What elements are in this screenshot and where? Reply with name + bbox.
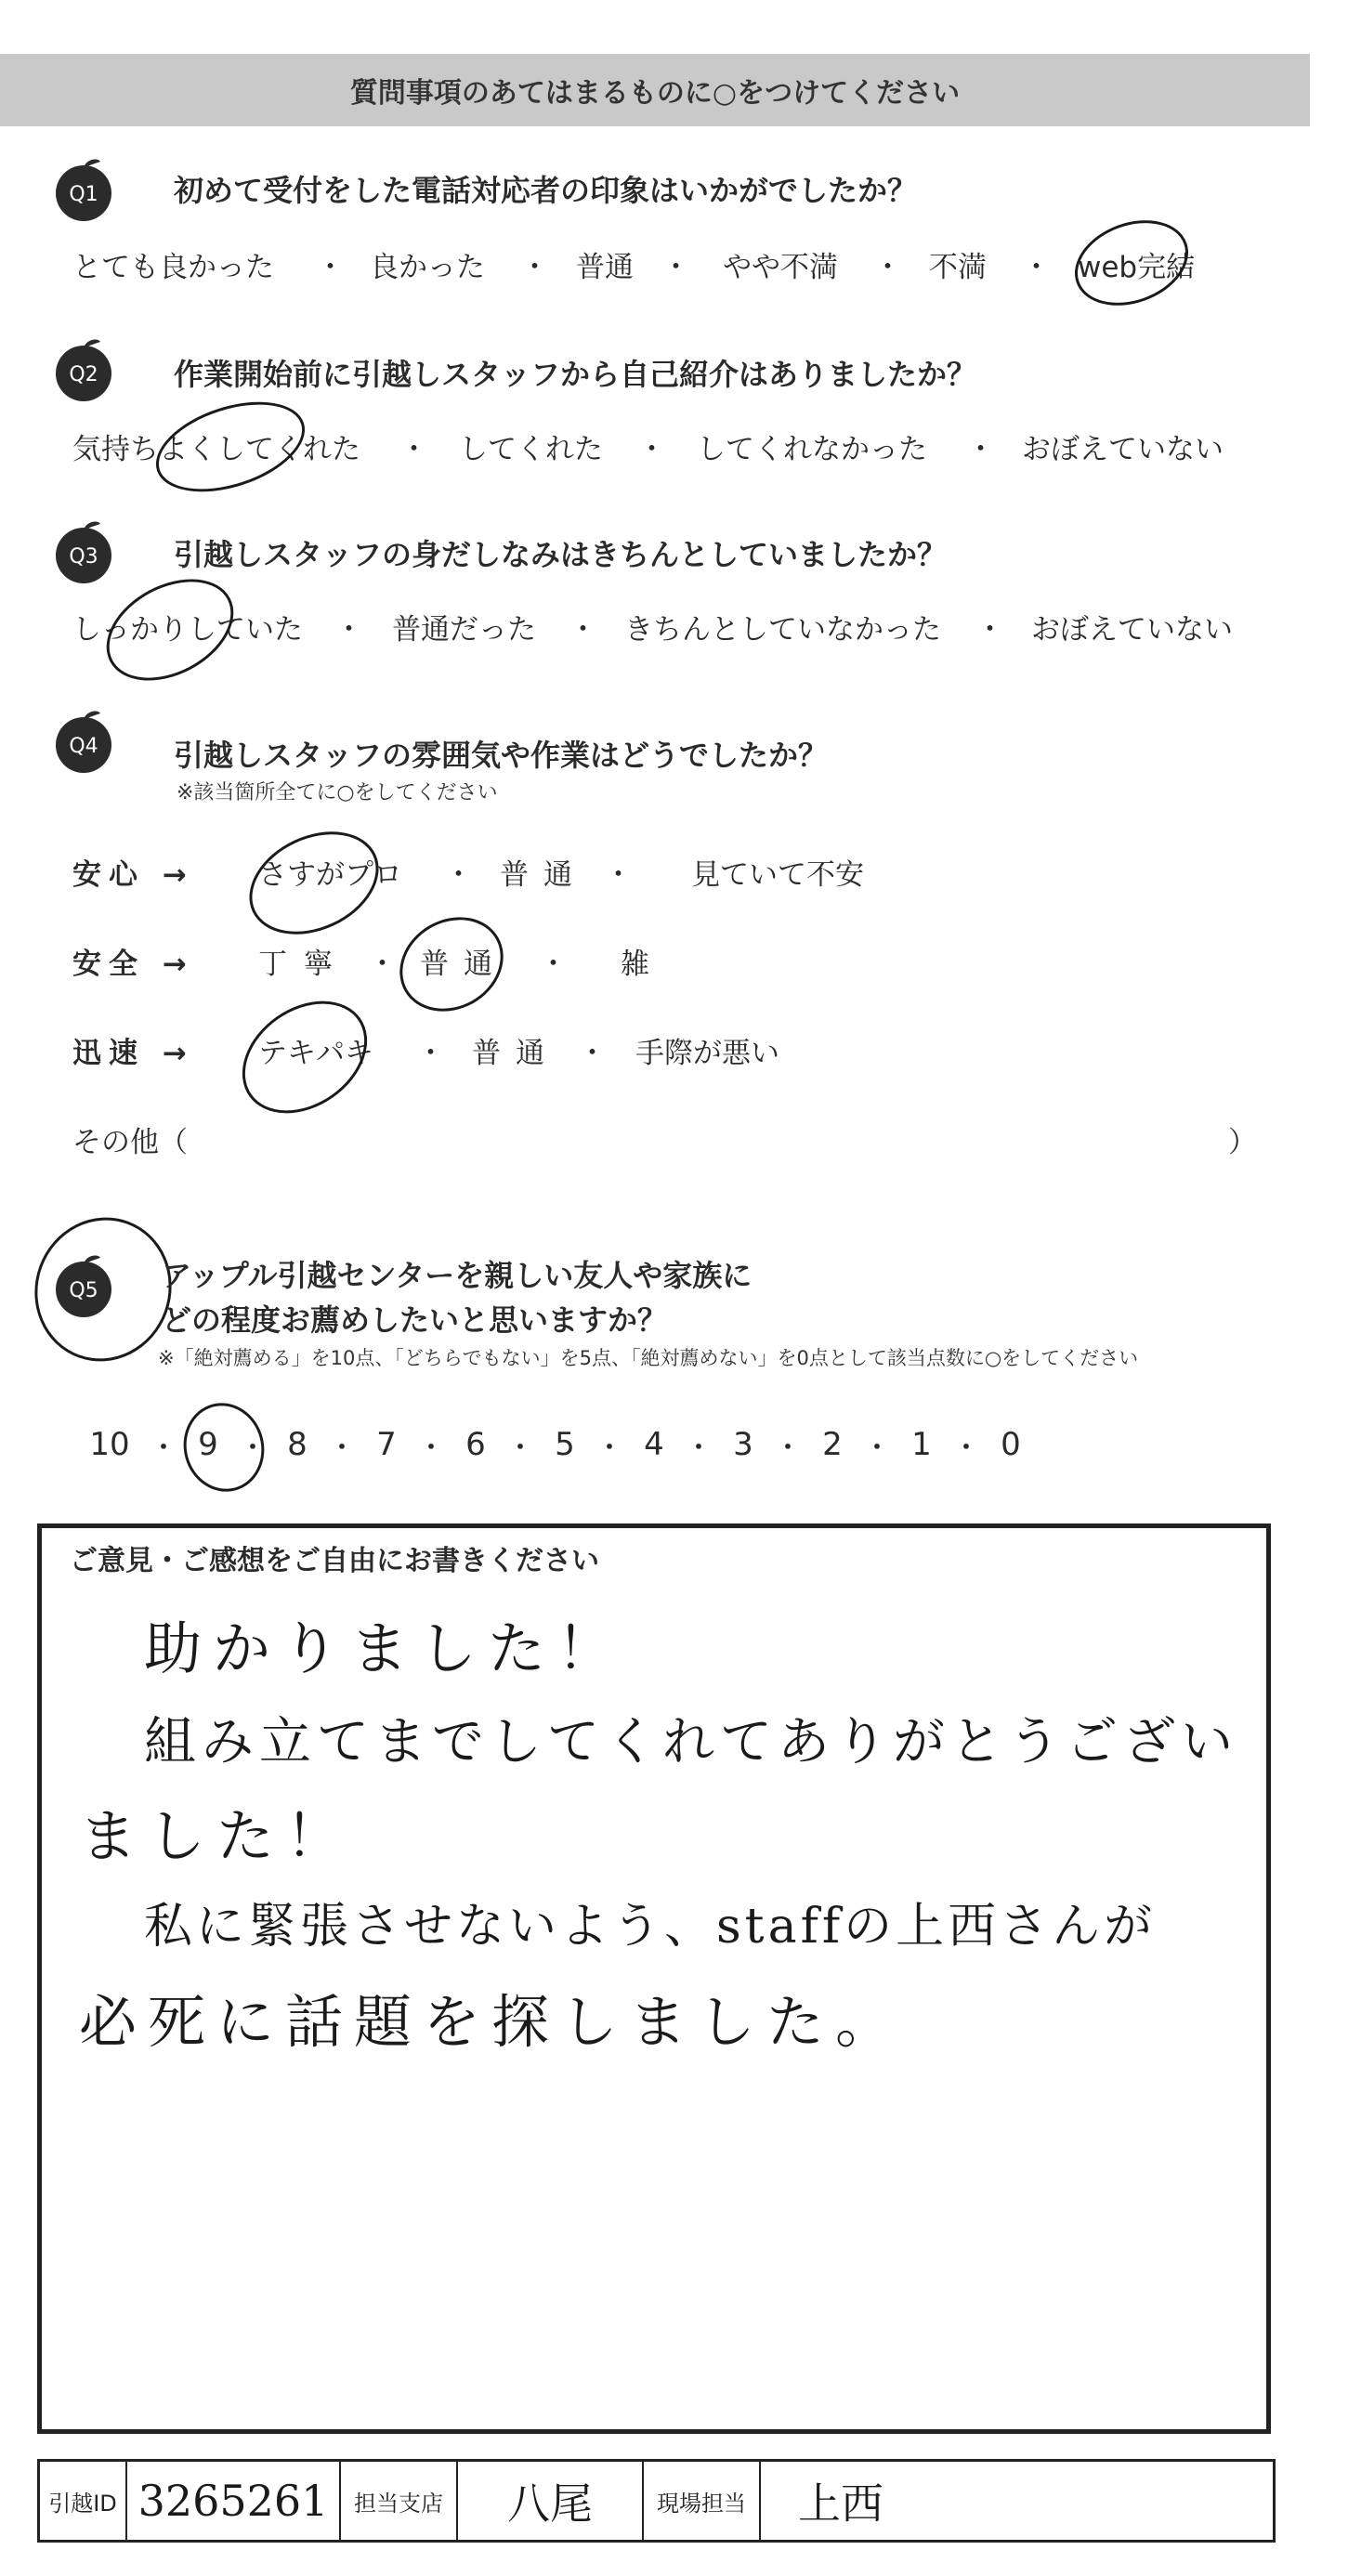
- comment-box: [37, 1523, 1271, 2434]
- separator-dot: ・: [873, 251, 902, 284]
- footer-id-value: 3265261: [127, 2462, 341, 2540]
- footer-id-label: 引越ID: [40, 2462, 127, 2540]
- q5-selection-circle: [174, 1394, 274, 1501]
- separator-dot: ・: [604, 858, 633, 892]
- q4-jinsoku-option-2[interactable]: 普通: [472, 1037, 559, 1070]
- separator-dot: ・: [416, 1037, 445, 1070]
- separator-dot: ・: [505, 1431, 535, 1465]
- separator-dot: ・: [238, 1431, 268, 1465]
- q4-jinsoku-option-3[interactable]: 手際が悪い: [635, 1037, 779, 1070]
- separator-dot: ・: [444, 858, 473, 892]
- q4-badge-label: Q4: [69, 735, 98, 758]
- q3-option-2[interactable]: 普通だった: [392, 613, 536, 647]
- scale-6[interactable]: 6: [465, 1426, 486, 1463]
- q4-other-close: ）: [1228, 1126, 1257, 1159]
- separator-dot: ・: [966, 433, 995, 466]
- q1-option-6[interactable]: web完結: [1078, 251, 1196, 284]
- scale-1[interactable]: 1: [911, 1426, 932, 1463]
- separator-dot: ・: [637, 433, 666, 466]
- comment-line-1: 助かりました！: [144, 1615, 626, 1682]
- q5-badge-label: Q5: [69, 1279, 98, 1302]
- scale-4[interactable]: 4: [644, 1426, 664, 1463]
- q1-option-5[interactable]: 不満: [929, 251, 987, 284]
- footer-branch-value: 八尾: [458, 2462, 644, 2540]
- q3-option-1[interactable]: しっかりしていた: [72, 613, 303, 647]
- q4-anzen-option-3[interactable]: 雑: [621, 948, 649, 981]
- q1-option-2[interactable]: 良かった: [370, 251, 485, 284]
- q4-anshin-option-3[interactable]: 見ていて不安: [691, 858, 864, 892]
- separator-dot: ・: [951, 1431, 981, 1465]
- survey-header-title: 質問事項のあてはまるものに○をつけてください: [349, 77, 961, 110]
- q4-anshin-selection-circle: [232, 812, 395, 954]
- separator-dot: ・: [327, 1431, 357, 1465]
- footer-staff-label: 現場担当: [644, 2462, 761, 2540]
- separator-dot: ・: [399, 433, 428, 466]
- q4-other-label: その他（: [72, 1126, 188, 1159]
- q4-anzen-option-1[interactable]: 丁寧: [258, 948, 349, 981]
- comment-title: ご意見・ご感想をご自由にお書きください: [70, 1545, 599, 1577]
- q2-selection-circle: [145, 385, 316, 508]
- separator-dot: ・: [520, 251, 549, 284]
- separator-dot: ・: [975, 613, 1004, 647]
- separator-dot: ・: [539, 948, 568, 981]
- q4-anshin-option-1[interactable]: さすがプロ: [258, 858, 402, 892]
- separator-dot: ・: [316, 251, 345, 284]
- footer-table: [37, 2459, 1276, 2543]
- q1-badge-label: Q1: [69, 183, 98, 206]
- apple-icon: [50, 336, 117, 403]
- q4-jinsoku-selection-circle: [221, 978, 388, 1137]
- scale-5[interactable]: 5: [555, 1426, 575, 1463]
- q5-title-line1: アップル引越センターを親しい友人や家族に: [162, 1258, 753, 1293]
- separator-dot: ・: [149, 1431, 178, 1465]
- q2-option-3[interactable]: してくれなかった: [697, 433, 927, 466]
- q2-title: 作業開始前に引越しスタッフから自己紹介はありましたか？: [174, 357, 977, 392]
- separator-dot: ・: [773, 1431, 803, 1465]
- separator-dot: ・: [569, 613, 597, 647]
- q2-option-4[interactable]: おぼえていない: [1022, 433, 1224, 466]
- scale-3[interactable]: 3: [733, 1426, 753, 1463]
- separator-dot: ・: [416, 1431, 446, 1465]
- scale-0[interactable]: 0: [1001, 1426, 1021, 1463]
- q3-option-4[interactable]: おぼえていない: [1031, 613, 1233, 647]
- q4-jinsoku-option-1[interactable]: テキパキ: [258, 1037, 373, 1070]
- q4-title: 引越しスタッフの雰囲気や作業はどうでしたか？: [174, 738, 829, 773]
- q4-note: ※該当箇所全てに○をしてください: [177, 781, 498, 804]
- scale-7[interactable]: 7: [376, 1426, 397, 1463]
- apple-icon: [50, 518, 117, 585]
- footer-branch-label: 担当支店: [341, 2462, 458, 2540]
- q3-badge: [50, 518, 117, 589]
- q4-anshin-option-2[interactable]: 普通: [500, 858, 587, 892]
- comment-line-3: ました！: [79, 1802, 355, 1870]
- q5-title-line2: どの程度お薦めしたいと思いますか？: [162, 1302, 668, 1338]
- q2-badge: [50, 336, 117, 407]
- q4-anzen-option-2[interactable]: 普通: [420, 948, 507, 981]
- separator-dot: ・: [1022, 251, 1051, 284]
- q4-row-label-anzen: 安全 →: [72, 948, 194, 981]
- q2-badge-label: Q2: [69, 363, 98, 386]
- survey-header: [0, 54, 1310, 126]
- separator-dot: ・: [334, 613, 363, 647]
- q4-row-label-anshin: 安心 →: [72, 858, 194, 892]
- q2-option-1[interactable]: 気持ちよくしてくれた: [72, 433, 360, 466]
- comment-line-4: 私に緊張させないよう、staffの上西さんが: [144, 1899, 1157, 1955]
- apple-icon: [50, 708, 117, 775]
- scale-8[interactable]: 8: [287, 1426, 308, 1463]
- q1-option-4[interactable]: やや不満: [723, 251, 838, 284]
- q4-badge: [50, 708, 117, 778]
- scale-9[interactable]: 9: [198, 1426, 218, 1463]
- separator-dot: ・: [595, 1431, 624, 1465]
- q1-badge: [50, 156, 117, 227]
- scale-2[interactable]: 2: [822, 1426, 843, 1463]
- q1-option-3[interactable]: 普通: [576, 251, 634, 284]
- q5-note: ※「絶対薦める」を10点、「どちらでもない」を5点、「絶対薦めない」を0点として該当点数に○をしてください: [158, 1347, 1139, 1369]
- comment-line-2: 組み立てまでしてくれてありがとうござい: [144, 1712, 1238, 1772]
- q4-anzen-selection-circle: [383, 898, 520, 1029]
- apple-icon: [50, 156, 117, 223]
- footer-staff-value: 上西: [798, 2478, 883, 2529]
- q1-option-1[interactable]: とても良かった: [72, 251, 274, 284]
- q3-option-3[interactable]: きちんとしていなかった: [624, 613, 941, 647]
- comment-line-5: 必死に話題を探しました。: [79, 1988, 905, 2056]
- separator-dot: ・: [862, 1431, 892, 1465]
- q3-badge-label: Q3: [69, 545, 98, 569]
- separator-dot: ・: [578, 1037, 607, 1070]
- q1-title: 初めて受付をした電話対応者の印象はいかがでしたか？: [174, 173, 918, 208]
- scale-10[interactable]: 10: [89, 1426, 130, 1463]
- q2-option-2[interactable]: してくれた: [459, 433, 603, 466]
- q4-row-label-jinsoku: 迅速 →: [72, 1037, 194, 1070]
- q3-title: 引越しスタッフの身だしなみはきちんとしていましたか？: [174, 537, 948, 572]
- separator-dot: ・: [368, 948, 397, 981]
- separator-dot: ・: [661, 251, 690, 284]
- q1-selection-circle: [1063, 205, 1200, 320]
- separator-dot: ・: [684, 1431, 713, 1465]
